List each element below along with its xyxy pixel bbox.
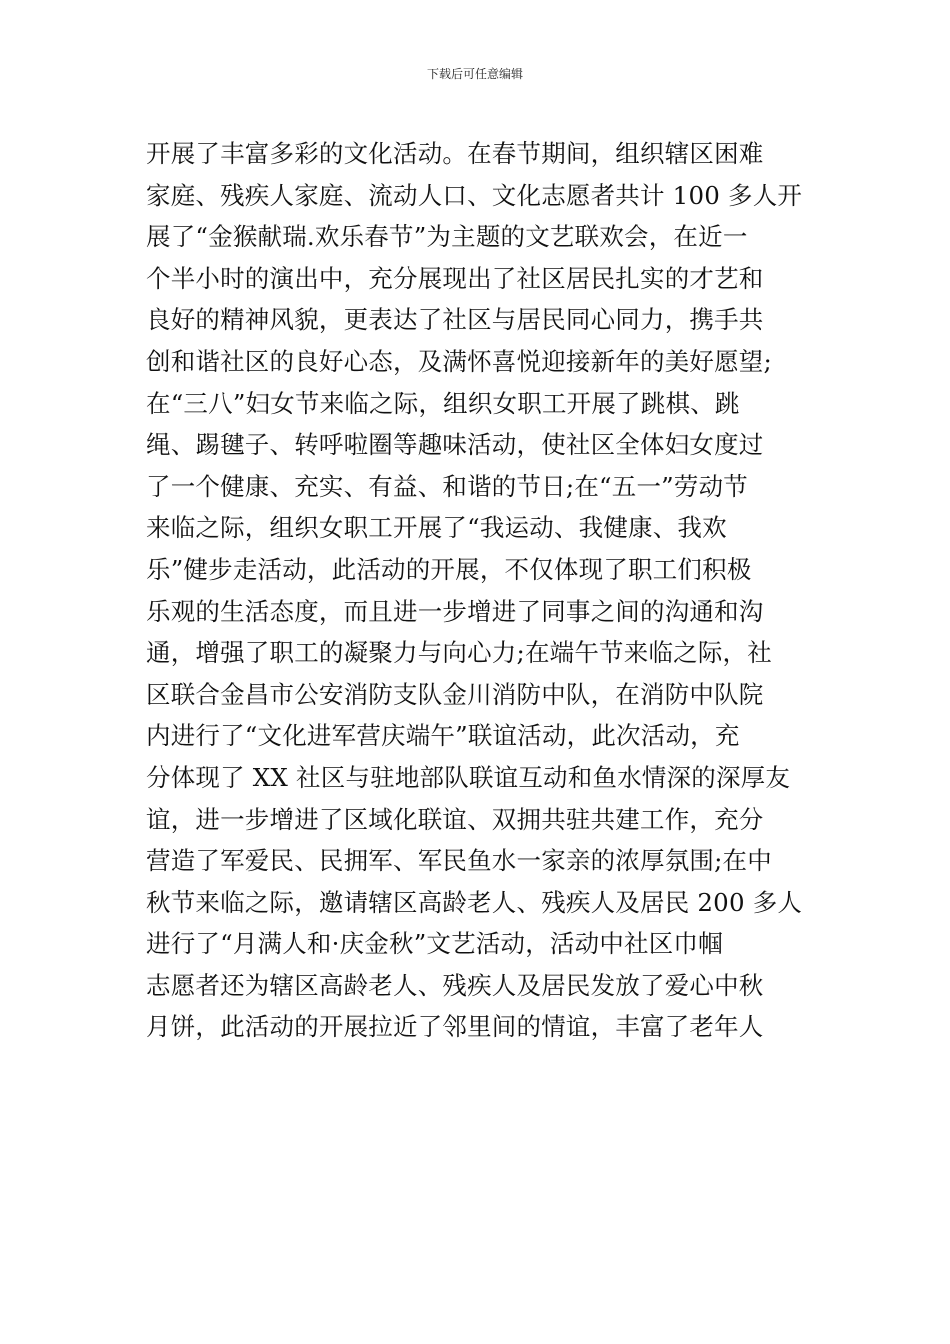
text-line: 营造了军爱民、民拥军、军民鱼水一家亲的浓厚氛围;在中 (146, 846, 772, 876)
text-line: 个半小时的演出中，充分展现出了社区居民扎实的才艺和 (146, 263, 764, 293)
text-line: 家庭、残疾人家庭、流动人口、文化志愿者共计 100 多人开 (146, 180, 803, 210)
text-line: 区联合金昌市公安消防支队金川消防中队，在消防中队院 (146, 679, 764, 709)
text-line: 志愿者还为辖区高龄老人、残疾人及居民发放了爱心中秋 (146, 970, 764, 1000)
text-line: 乐”健步走活动，此活动的开展，不仅体现了职工们积极 (146, 554, 752, 584)
text-line: 了一个健康、充实、有益、和谐的节日;在“五一”劳动节 (146, 471, 749, 501)
text-line: 秋节来临之际，邀请辖区高龄老人、残疾人及居民 200 多人 (146, 887, 803, 917)
text-line: 来临之际，组织女职工开展了“我运动、我健康、我欢 (146, 513, 727, 543)
text-line: 开展了丰富多彩的文化活动。在春节期间，组织辖区困难 (146, 139, 764, 168)
text-line: 展了“金猴献瑞.欢乐春节”为主题的文艺联欢会，在近一 (146, 222, 748, 252)
text-line: 月饼，此活动的开展拉近了邻里间的情谊，丰富了老年人 (146, 1012, 764, 1042)
text-line: 绳、踢毽子、转呼啦圈等趣味活动，使社区全体妇女度过 (146, 430, 764, 460)
text-line: 分体现了 XX 社区与驻地部队联谊互动和鱼水情深的深厚友 (146, 762, 791, 792)
text-line: 良好的精神风貌，更表达了社区与居民同心同力，携手共 (146, 305, 764, 335)
text-line: 乐观的生活态度，而且进一步增进了同事之间的沟通和沟 (146, 596, 764, 626)
document-body (146, 133, 816, 1048)
text-line: 创和谐社区的良好心态，及满怀喜悦迎接新年的美好愿望; (146, 346, 772, 376)
text-line: 通，增强了职工的凝聚力与向心力;在端午节来临之际，社 (146, 638, 772, 668)
text-line: 进行了“月满人和·庆金秋”文艺活动，活动中社区巾帼 (146, 929, 723, 959)
text-line: 谊，进一步增进了区域化联谊、双拥共驻共建工作，充分 (146, 804, 764, 834)
text-line: 在“三八”妇女节来临之际，组织女职工开展了跳棋、跳 (146, 388, 740, 418)
text-line: 内进行了“文化进军营庆端午”联谊活动，此次活动，充 (146, 721, 740, 751)
page-header: 下载后可任意编辑 (426, 67, 523, 81)
